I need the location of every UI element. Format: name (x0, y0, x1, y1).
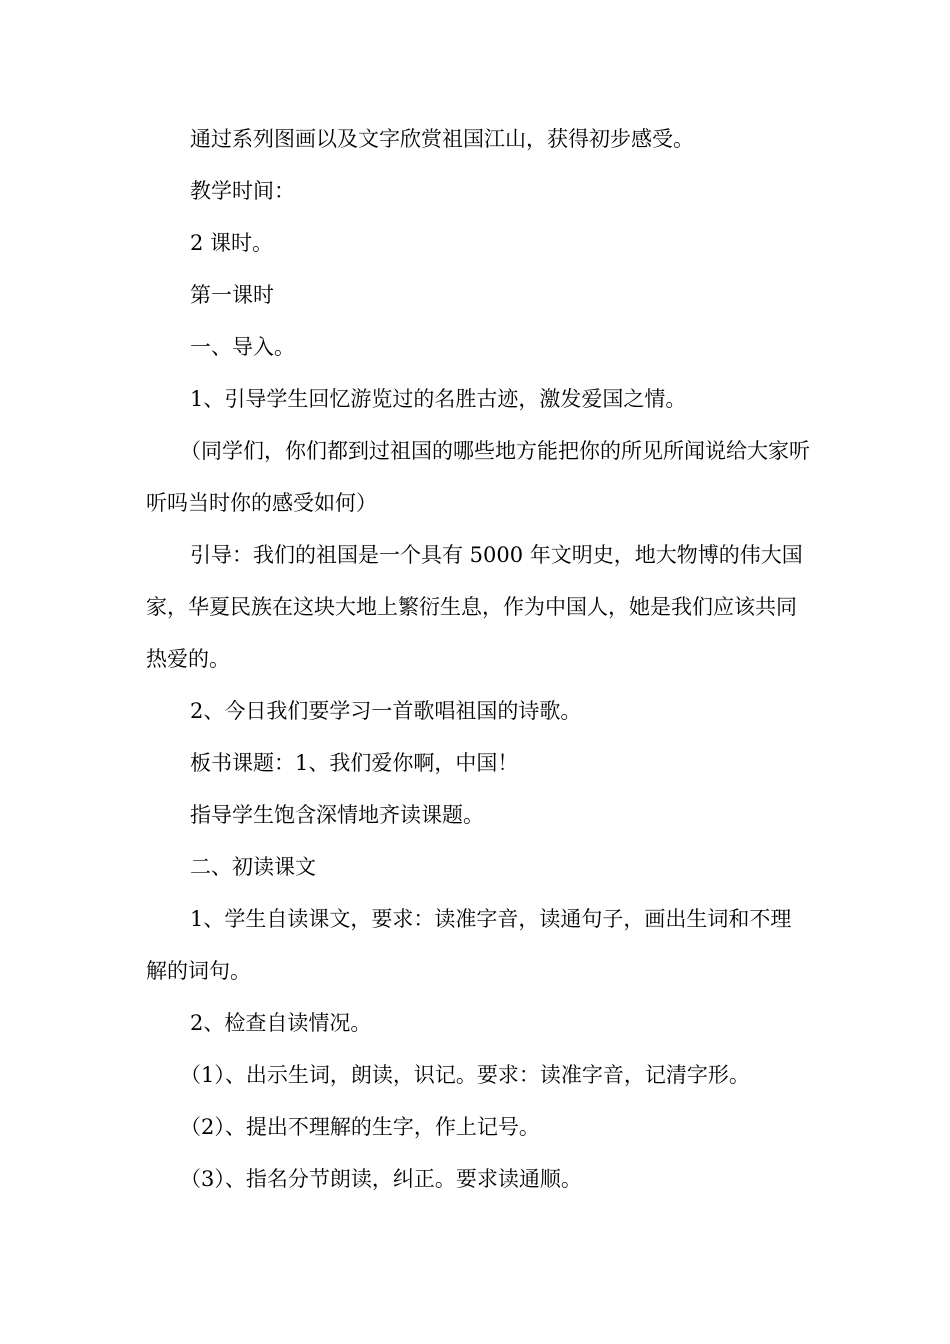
document-body (146, 113, 812, 1205)
paragraph-step-1: （1）、出示生词，朗读，识记。要求：读准字音，记清字形。 (180, 1063, 750, 1087)
paragraph-first-lesson-heading: 第一课时 (190, 283, 274, 307)
paragraph-check-reading: 2、检查自读情况。 (190, 1011, 372, 1035)
paragraph-step-2: （2）、提出不理解的生字，作上记号。 (180, 1115, 540, 1139)
paragraph-section-2-heading: 二、初读课文 (190, 855, 316, 879)
paragraph-teaching-time-label: 教学时间： (190, 179, 295, 203)
paragraph-teaching-time-value: 2 课时。 (190, 231, 274, 255)
paragraph-guidance: 引导：我们的祖国是一个具有 5000 年文明史，地大物博的伟大国家，华夏民族在这块大地上繁衍生息，作为中国人，她是我们应该共同热爱的。 (146, 543, 803, 671)
paragraph-read-title: 指导学生饱含深情地齐读课题。 (190, 803, 484, 827)
paragraph-section-1-heading: 一、导入。 (190, 335, 295, 359)
paragraph-question-prompt: （同学们，你们都到过祖国的哪些地方能把你的所见所闻说给大家听听吗当时你的感受如何） (146, 439, 810, 515)
paragraph-intro: 通过系列图画以及文字欣赏祖国江山，获得初步感受。 (190, 127, 694, 151)
paragraph-board-title: 板书课题：1、我们爱你啊，中国！ (190, 751, 519, 775)
paragraph-self-reading: 1、学生自读课文，要求：读准字音，读通句子，画出生词和不理解的词句。 (146, 907, 792, 983)
paragraph-step-3: （3）、指名分节朗读，纠正。要求读通顺。 (180, 1167, 582, 1191)
paragraph-guide-recall: 1、引导学生回忆游览过的名胜古迹，激发爱国之情。 (190, 387, 687, 411)
paragraph-today-study: 2、今日我们要学习一首歌唱祖国的诗歌。 (190, 699, 582, 723)
